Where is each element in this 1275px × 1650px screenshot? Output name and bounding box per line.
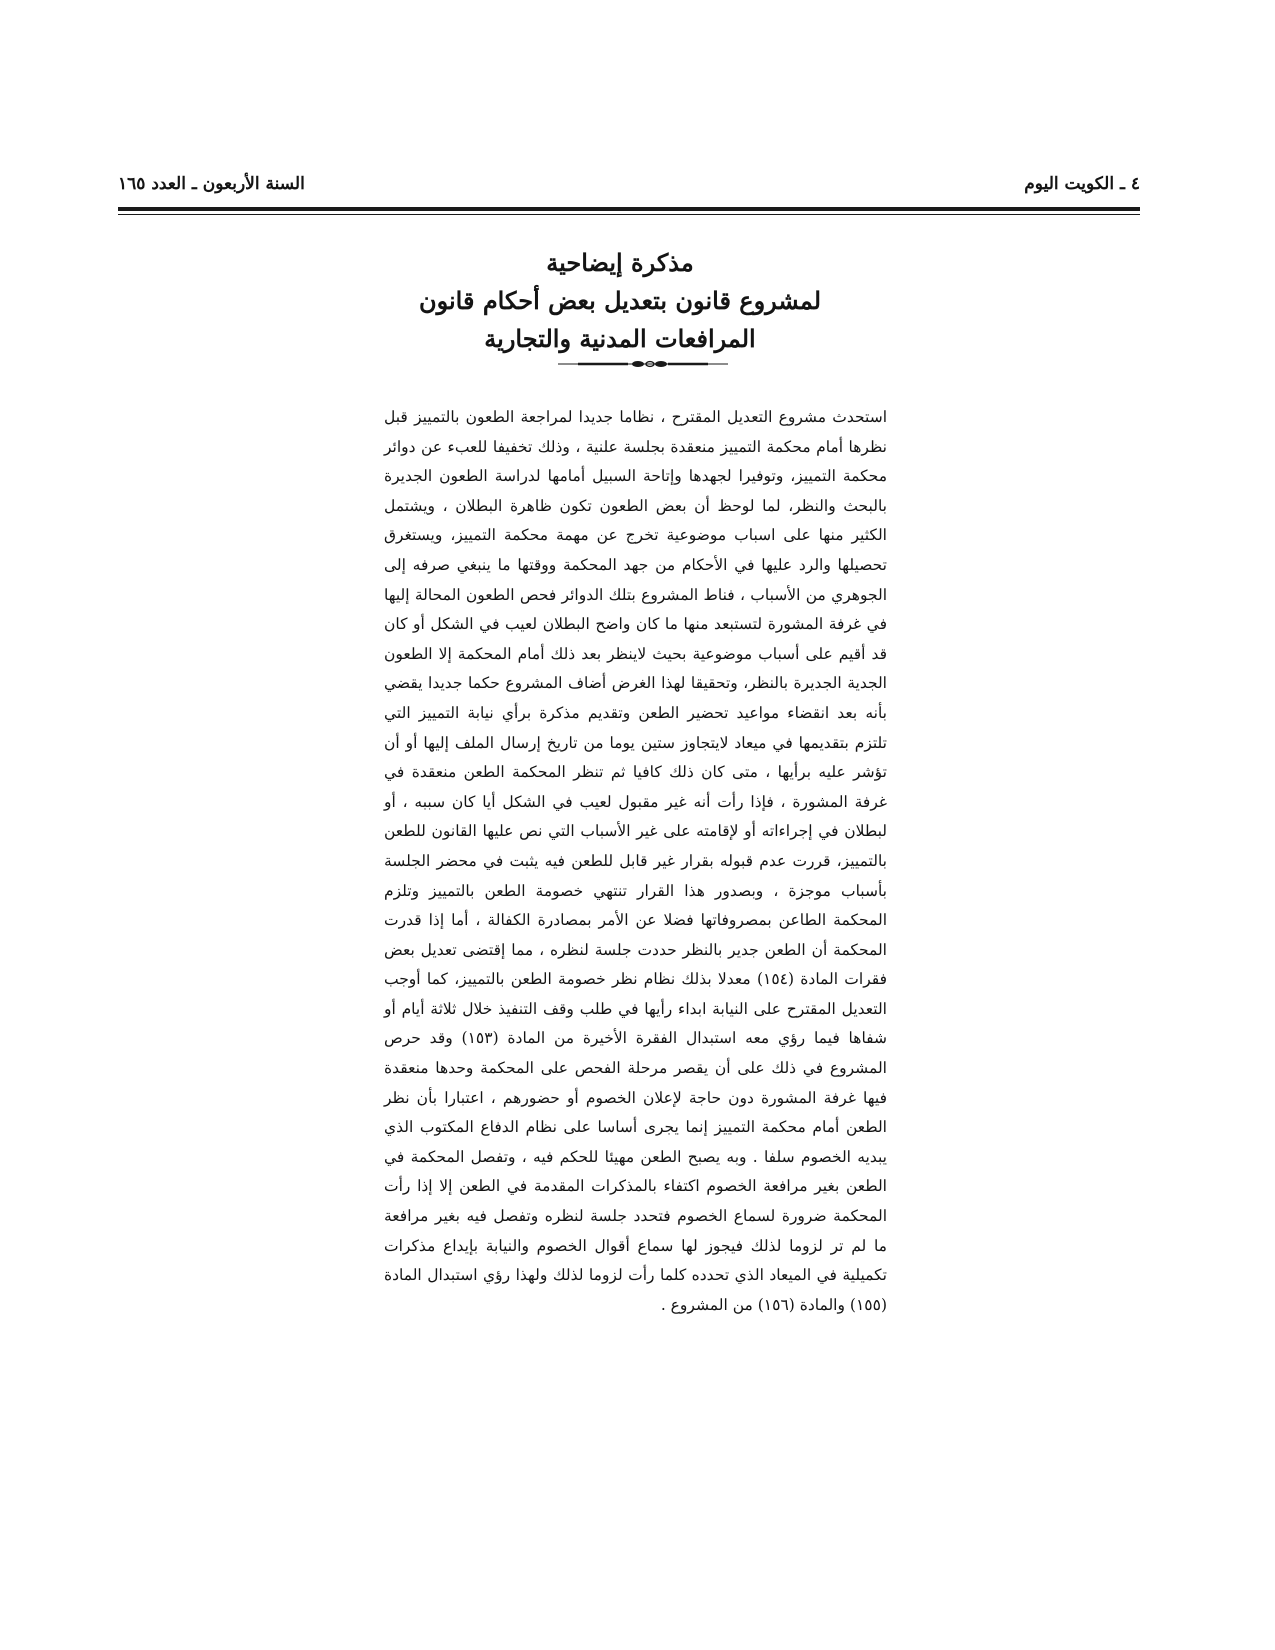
issue-header: السنة الأربعون ـ العدد ١٦٥ [118, 174, 305, 194]
header-rule-thin [118, 214, 1140, 215]
header-rule-thick [118, 207, 1140, 211]
page-number-header: ٤ ـ الكويت اليوم [1024, 174, 1140, 194]
title-line-1: مذكرة إيضاحية [546, 248, 694, 277]
explanatory-memo-body: استحدث مشروع التعديل المقترح ، نظاما جديدا لمراجعة الطعون بالتمييز قبل نظرها أمام محكمة التمييز منعقدة بجلسة علنية ، وذلك تخفيفا للعبء عن دوائر محكمة التمييز، وتوفيرا لجهدها وإتاحة السبيل أمامها لدراسة الطعون الجديرة بالبحث والنظر، لما لوحظ أن بعض الطعون تكون ظاهرة البطلان ، ويشتمل الكثير منها على اسباب موضوعية تخرج عن مهمة محكمة التمييز، ويستغرق تحصيلها والرد عليها في الأحكام من جهد المحكمة ووقتها ما ينبغي صرفه إلى الجوهري من الأسباب ، فناط المشروع بتلك الدوائر فحص الطعون المحالة إليها في غرفة المشورة لتستبعد منها ما كان واضح البطلان لعيب في الشكل أو كان قد أقيم على أسباب موضوعية بحيث لاينظر بعد ذلك أمام المحكمة إلا الطعون الجدية الجديرة بالنظر، وتحقيقا لهذا الغرض أضاف المشروع حكما جديدا يقضي بأنه بعد انقضاء مواعيد تحضير الطعن وتقديم مذكرة برأي نيابة التمييز التي تلتزم بتقديمها في ميعاد لايتجاوز ستين يوما من تاريخ إرسال الملف إليها أو أن تؤشر عليه برأيها ، متى كان ذلك كافيا ثم تنظر المحكمة الطعن منعقدة في غرفة المشورة ، فإذا رأت أنه غير مقبول لعيب في الشكل أيا كان سببه ، أو لبطلان في إجراءاته أو لإقامته على غير الأسباب التي نص عليها القانون للطعن بالتمييز، قررت عدم قبوله بقرار غير قابل للطعن فيه يثبت في محضر الجلسة بأسباب موجزة ، وبصدور هذا القرار تنتهي خصومة الطعن بالتمييز وتلزم المحكمة الطاعن بمصروفاتها فضلا عن الأمر بمصادرة الكفالة ، أما إذا قدرت المحكمة أن الطعن جدير بالنظر حددت جلسة لنظره ، مما إقتضى تعديل بعض فقرات المادة (١٥٤) معدلا بذلك نظام نظر خصومة الطعن بالتمييز، كما أوجب التعديل المقترح على النيابة ابداء رأيها في طلب وقف التنفيذ خلال ثلاثة أيام أو شفاها فيما رؤي معه استبدال الفقرة الأخيرة من المادة (١٥٣) وقد حرص المشروع في ذلك على أن يقصر مرحلة الفحص على المحكمة وحدها منعقدة فيها غرفة المشورة دون حاجة لإعلان الخصوم أو حضورهم ، اعتبارا بأن نظر الطعن أمام محكمة التمييز إنما يجرى أساسا على نظام الدفاع المكتوب الذي يبديه الخصوم سلفا . وبه يصبح الطعن مهيئا للحكم فيه ، وتفصل المحكمة في الطعن بغير مرافعة الخصوم اكتفاء بالمذكرات المقدمة في الطعن إلا إذا رأت المحكمة ضرورة لسماع الخصوم فتحدد جلسة لنظره وتفصل فيه بغير مرافعة ما لم تر لزوما لذلك فيجوز لها سماع أقوال الخصوم والنيابة بإيداع مذكرات تكميلية في الميعاد الذي تحدده كلما رأت لزوما لذلك ولهذا رؤي استبدال المادة (١٥٥) والمادة (١٥٦) من المشروع . [384, 408, 888, 1314]
title-line-2: لمشروع قانون بتعديل بعض أحكام قانون [418, 286, 822, 315]
title-divider-ornament [558, 357, 728, 371]
title-line-3: المرافعات المدنية والتجارية [484, 324, 756, 353]
document-title [380, 244, 860, 358]
